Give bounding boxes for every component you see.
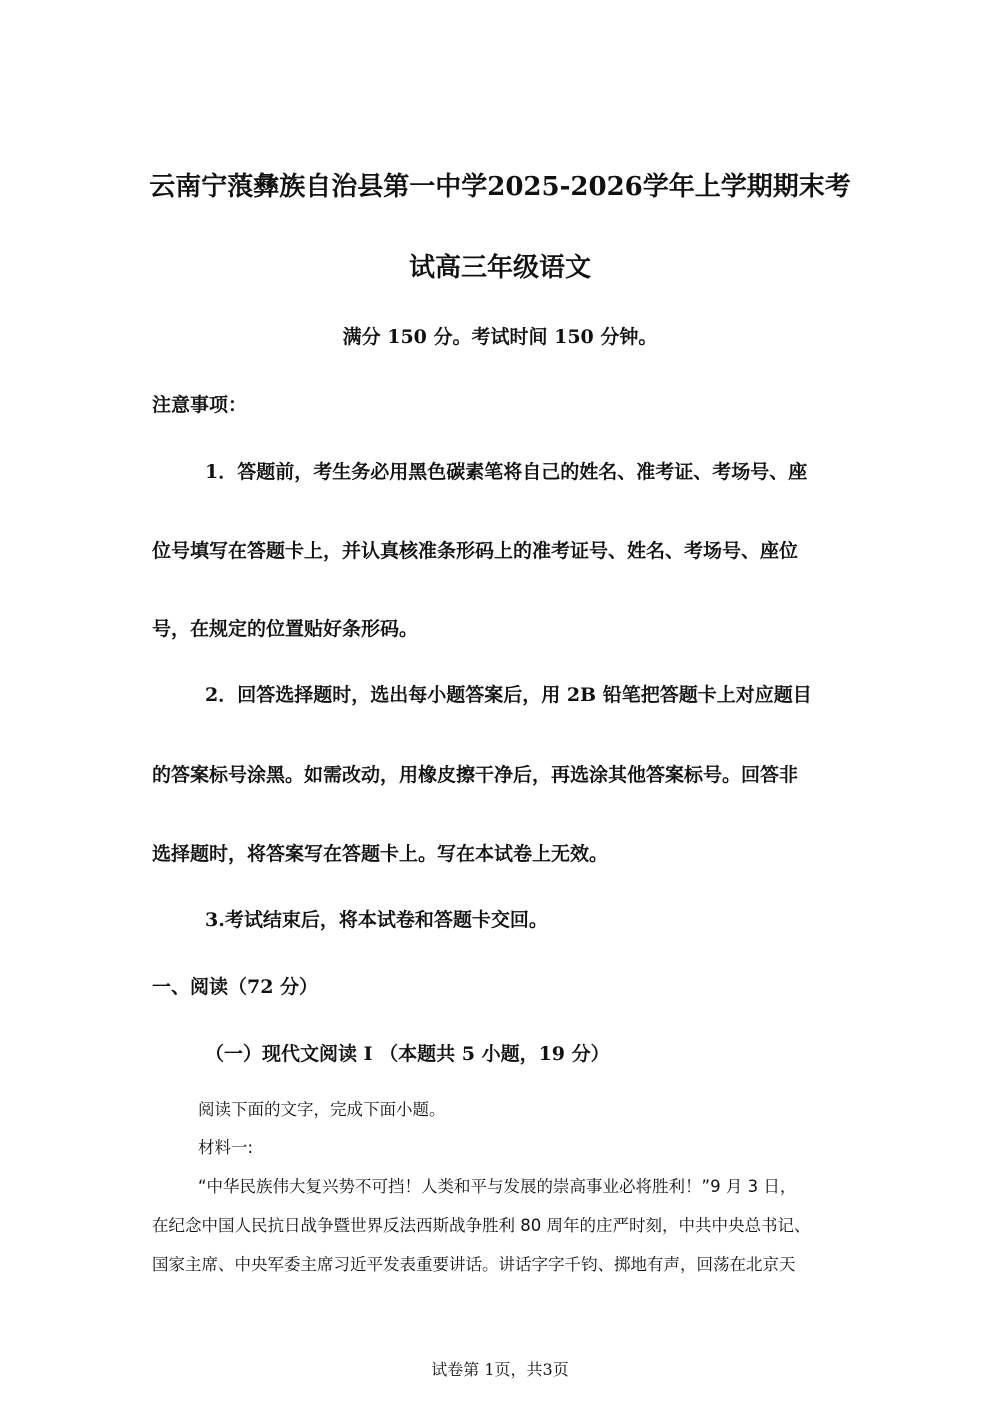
exam-title-line1: 云南宁蒗彝族自治县第一中学2025-2026学年上学期期末考 bbox=[149, 172, 851, 202]
paragraph-line: 在纪念中国人民抗日战争暨世界反法西斯战争胜利 80 周年的庄严时刻，中共中央总书记、 bbox=[152, 1216, 811, 1235]
paragraph-line: 国家主席、中央军委主席习近平发表重要讲话。讲话字字千钧、掷地有声，回荡在北京天 bbox=[152, 1255, 796, 1274]
section-heading: 一、阅读（72 分） bbox=[152, 976, 319, 998]
material-label: 材料一: bbox=[198, 1138, 254, 1157]
paragraph-line: “中华民族伟大复兴势不可挡！人类和平与发展的崇高事业必将胜利！”9 月 3 日， bbox=[198, 1177, 797, 1196]
notes-heading: 注意事项： bbox=[152, 394, 248, 416]
page-footer: 试卷第 1页，共3页 bbox=[431, 1360, 569, 1379]
notes-line: 1．答题前，考生务必用黑色碳素笔将自己的姓名、准考证、考场号、座 bbox=[205, 461, 808, 483]
notes-line: 选择题时，将答案写在答题卡上。写在本试卷上无效。 bbox=[152, 843, 609, 865]
notes-line: 3.考试结束后，将本试卷和答题卡交回。 bbox=[205, 909, 548, 931]
exam-info: 满分 150 分。考试时间 150 分钟。 bbox=[342, 326, 658, 348]
subsection-heading: （一）现代文阅读 I （本题共 5 小题，19 分） bbox=[205, 1043, 610, 1065]
exam-title-line2: 试高三年级语文 bbox=[408, 253, 591, 283]
reading-instruction: 阅读下面的文字，完成下面小题。 bbox=[198, 1100, 446, 1119]
notes-line: 位号填写在答题卡上，并认真核准条形码上的准考证号、姓名、考场号、座位 bbox=[152, 540, 799, 562]
notes-line: 号，在规定的位置贴好条形码。 bbox=[152, 618, 419, 640]
notes-line: 2．回答选择题时，选出每小题答案后，用 2B 铅笔把答题卡上对应题目 bbox=[205, 684, 812, 706]
notes-line: 的答案标号涂黑。如需改动，用橡皮擦干净后，再选涂其他答案标号。回答非 bbox=[152, 764, 799, 786]
